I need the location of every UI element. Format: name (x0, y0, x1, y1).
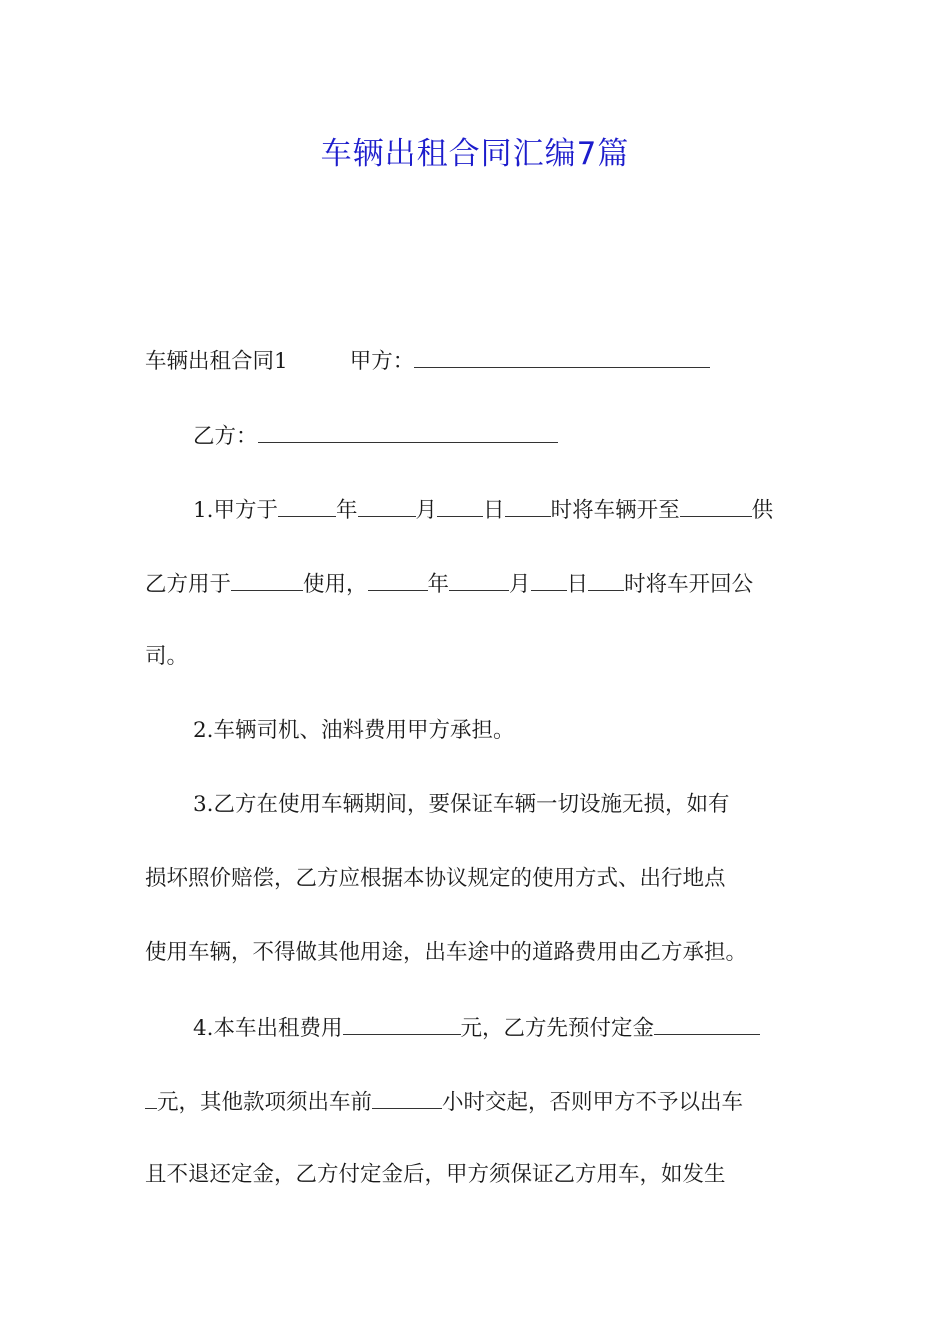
clause-4-line-1 (193, 1012, 858, 1044)
document-title: 车辆出租合同汇编7篇 (320, 136, 630, 172)
month-label: 月 (509, 572, 531, 597)
clause-1-line-2 (145, 568, 810, 600)
clause-1-text: 乙方用于 (145, 572, 232, 597)
location-blank (680, 494, 752, 517)
year-label: 年 (336, 498, 358, 523)
deposit-blank-cont (145, 1086, 157, 1109)
day-label: 日 (483, 498, 505, 523)
clause-3-line-1: 3.乙方在使用车辆期间，要保证车辆一切设施无损，如有 (193, 792, 730, 817)
hour-blank (505, 494, 551, 517)
clause-1-text: 时将车开回公 (624, 572, 754, 597)
clause-4-text: 元，乙方先预付定金 (460, 1016, 655, 1041)
month-blank (449, 568, 509, 591)
clause-4-line-2 (145, 1086, 810, 1118)
clause-3-line-2: 损坏照价赔偿，乙方应根据本协议规定的使用方式、出行地点 (145, 866, 726, 891)
clause-3-line-3: 使用车辆，不得做其他用途，出车途中的道路费用由乙方承担。 (145, 940, 748, 965)
hour-blank (588, 568, 624, 591)
party-a-label: 甲方： (349, 349, 415, 374)
deposit-blank (654, 1012, 760, 1035)
month-label: 月 (415, 498, 438, 523)
year-blank (368, 568, 428, 591)
party-b-label: 乙方： (193, 424, 258, 449)
month-blank (358, 494, 416, 517)
clause-1-text: 1.甲方于 (193, 498, 279, 523)
clause-1-line-3: 司。 (145, 644, 189, 669)
clause-1-line-1 (193, 494, 858, 526)
clause-1-text: 时将车辆开至 (550, 498, 680, 523)
year-label: 年 (427, 572, 450, 597)
contract-heading: 车辆出租合同1 (145, 349, 288, 374)
day-label: 日 (566, 572, 589, 597)
party-a-blank (414, 345, 710, 368)
clause-4-line-3: 且不退还定金，乙方付定金后，甲方须保证乙方用车，如发生 (145, 1162, 726, 1187)
clause-1-text: 使用， (303, 572, 368, 597)
hours-blank (372, 1086, 442, 1109)
party-b-line (193, 420, 858, 452)
clause-4-text: 小时交起，否则甲方不予以出车 (442, 1090, 744, 1115)
party-b-blank (258, 420, 558, 443)
clause-1-text: 供 (751, 498, 774, 523)
purpose-blank (231, 568, 303, 591)
day-blank (531, 568, 567, 591)
clause-2: 2.车辆司机、油料费用甲方承担。 (193, 718, 515, 743)
fee-blank (343, 1012, 461, 1035)
clause-4-text: 4.本车出租费用 (193, 1016, 343, 1041)
year-blank (278, 494, 336, 517)
day-blank (437, 494, 483, 517)
contract-heading-line (145, 345, 810, 377)
clause-4-text: 元，其他款项须出车前 (157, 1090, 373, 1115)
